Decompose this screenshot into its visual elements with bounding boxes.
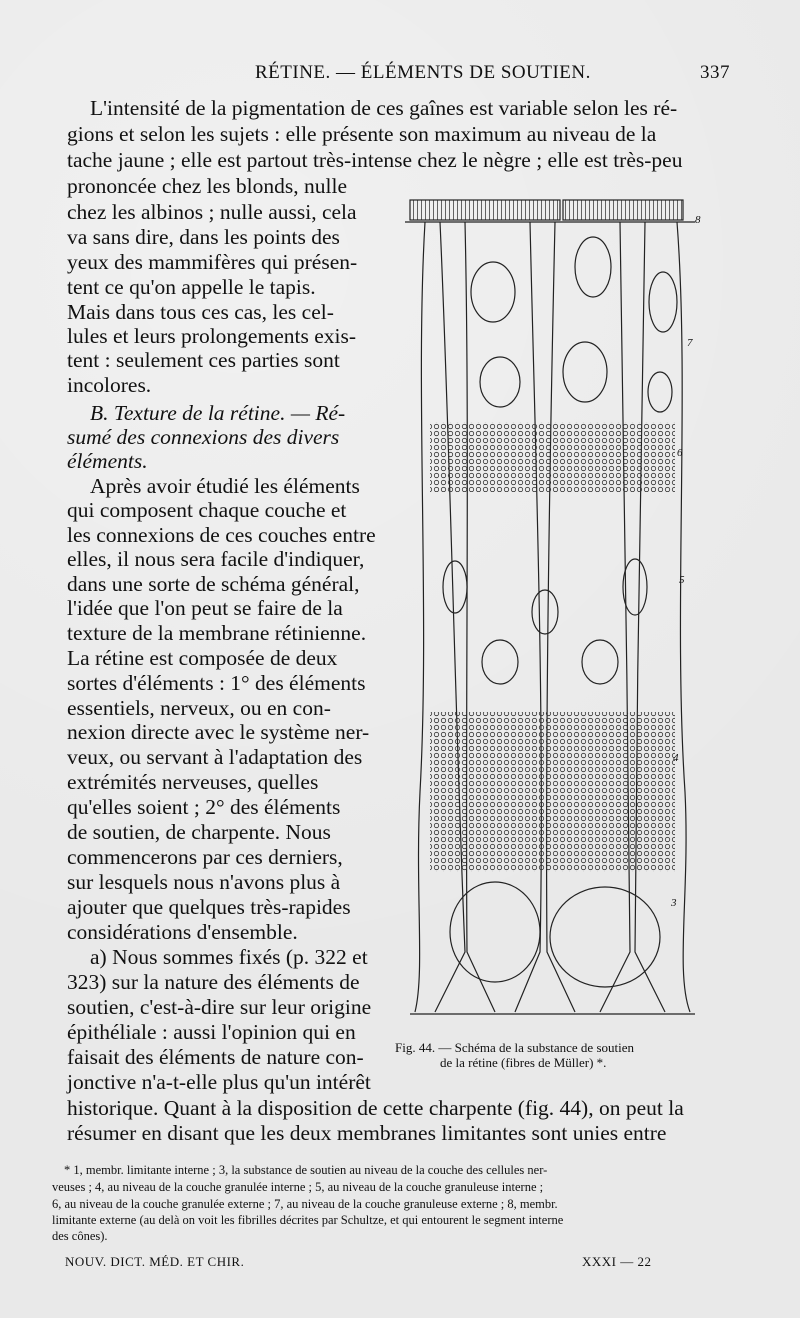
footnote-line: veuses ; 4, au niveau de la couche granulée interne ; 5, au niveau de la couche granuleuse interne ; (52, 1180, 544, 1194)
text-line: dans une sorte de schéma général, (67, 572, 360, 596)
figure-label-4: 4 (673, 752, 679, 764)
text-line: elles, il nous sera facile d'indiquer, (67, 547, 365, 571)
figure-label-3: 3 (671, 897, 677, 909)
text-line: tent ce qu'on appelle le tapis. (67, 275, 316, 299)
figure-label-6: 6 (677, 447, 683, 459)
footnote-line: 6, au niveau de la couche granulée externe ; 7, au niveau de la couche granuleuse externe ; 8, membr. (52, 1197, 558, 1211)
text-line: les connexions de ces couches entre (67, 523, 376, 547)
section-heading: B. Texture de la rétine. — Ré- (90, 401, 346, 425)
text-line: sortes d'éléments : 1° des éléments (67, 671, 366, 695)
text-line: L'intensité de la pigmentation de ces gaînes est variable selon les ré- (90, 96, 678, 120)
text-line: faisait des éléments de nature con- (67, 1045, 364, 1069)
section-heading: sumé des connexions des divers (67, 425, 340, 449)
text-line: texture de la membrane rétinienne. (67, 621, 367, 645)
figure-label-5: 5 (679, 574, 685, 586)
text-line: gions et selon les sujets : elle présente son maximum au niveau de la (67, 122, 657, 146)
text-line: tent : seulement ces parties sont (67, 348, 340, 372)
footnote-line: limitante externe (au delà on voit les fibrilles décrites par Schultze, et qui entourent le segment interne (52, 1213, 564, 1227)
running-header: RÉTINE. — ÉLÉMENTS DE SOUTIEN. (255, 62, 591, 83)
text-line: qu'elles soient ; 2° des éléments (67, 795, 341, 819)
page-number: 337 (700, 62, 730, 83)
text-line: incolores. (67, 373, 152, 397)
text-line: extrémités nerveuses, quelles (67, 770, 319, 794)
figure-caption: Fig. 44. — Schéma de la substance de soutien (395, 1040, 635, 1055)
text-line: Après avoir étudié les éléments (90, 474, 360, 498)
text-line: prononcée chez les blonds, nulle (67, 174, 348, 198)
text-line: 323) sur la nature des éléments de (67, 970, 360, 994)
text-line: a) Nous sommes fixés (p. 322 et (90, 945, 368, 969)
text-line: ajouter que quelques très-rapides (67, 895, 351, 919)
figure-label-7: 7 (687, 337, 693, 349)
figure-44-illustration (405, 192, 705, 1028)
text-line: nexion directe avec le système ner- (67, 720, 370, 744)
text-line: l'idée que l'on peut se faire de la (67, 596, 343, 620)
footer-right: XXXI — 22 (582, 1254, 652, 1269)
text-line: tache jaune ; elle est partout très-intense chez le nègre ; elle est très-peu (67, 148, 683, 172)
text-line: de soutien, de charpente. Nous (67, 820, 331, 844)
muller-fibres-drawing (405, 192, 705, 1028)
text-line: lules et leurs prolongements exis- (67, 324, 356, 348)
footnote-line: des cônes). (52, 1229, 108, 1243)
text-line: épithéliale : aussi l'opinion qui en (67, 1020, 356, 1044)
text-line: historique. Quant à la disposition de cette charpente (fig. 44), on peut la (67, 1096, 684, 1120)
text-line: considérations d'ensemble. (67, 920, 298, 944)
figure-caption-cont: de la rétine (fibres de Müller) *. (440, 1055, 607, 1070)
text-line: La rétine est composée de deux (67, 646, 338, 670)
text-line: veux, ou servant à l'adaptation des (67, 745, 363, 769)
text-line: chez les albinos ; nulle aussi, cela (67, 200, 357, 224)
text-line: essentiels, nerveux, ou en con- (67, 696, 331, 720)
text-line: commencerons par ces derniers, (67, 845, 343, 869)
footnote-line: * 1, membr. limitante interne ; 3, la substance de soutien au niveau de la couche des cellules ner- (64, 1163, 548, 1177)
text-line: résumer en disant que les deux membranes limitantes sont unies entre (67, 1121, 667, 1145)
text-line: soutien, c'est-à-dire sur leur origine (67, 995, 372, 1019)
text-line: va sans dire, dans les points des (67, 225, 340, 249)
text-line: yeux des mammifères qui présen- (67, 250, 358, 274)
text-line: sur lesquels nous n'avons plus à (67, 870, 341, 894)
section-heading: éléments. (67, 449, 148, 473)
text-line: jonctive n'a-t-elle plus qu'un intérêt (67, 1070, 371, 1094)
figure-label-8: 8 (695, 214, 701, 226)
footer-left: NOUV. DICT. MÉD. ET CHIR. (65, 1254, 245, 1269)
text-line: Mais dans tous ces cas, les cel- (67, 300, 334, 324)
text-line: qui composent chaque couche et (67, 498, 347, 522)
